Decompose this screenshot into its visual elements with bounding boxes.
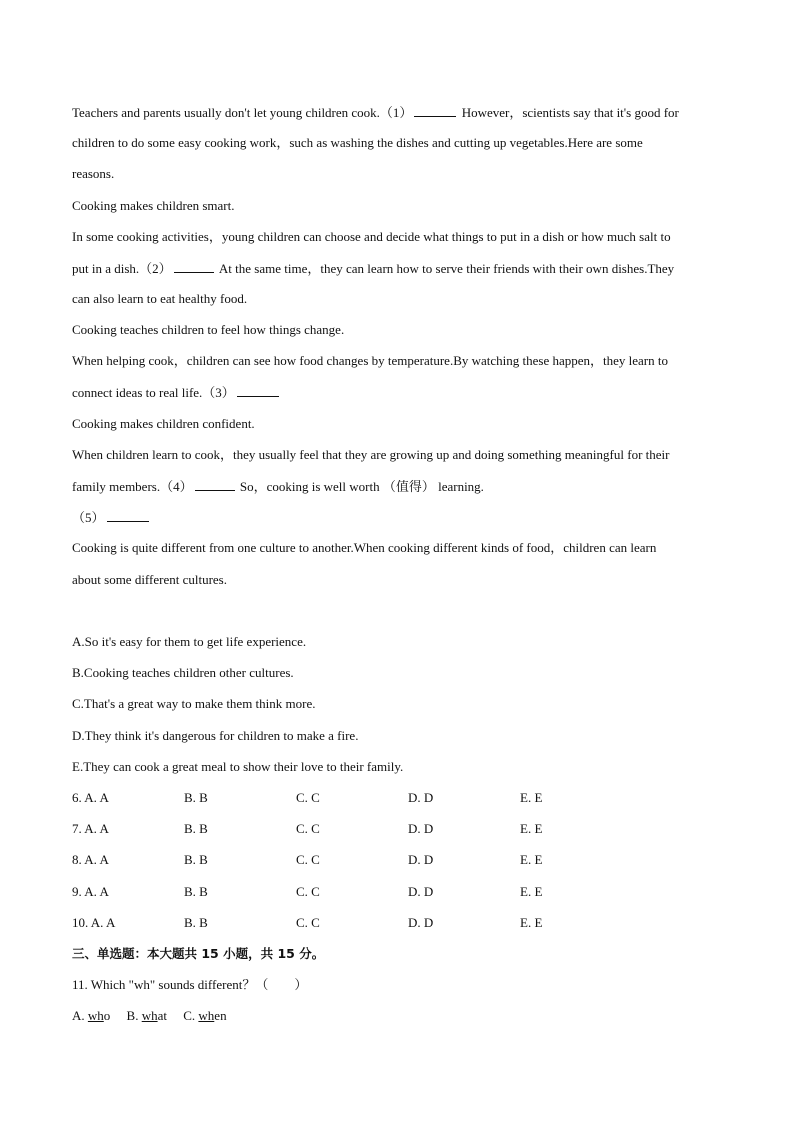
option-a[interactable]: 7. A. A bbox=[72, 821, 109, 836]
choice-option: C.That's a great way to make them think more. bbox=[72, 696, 316, 711]
underlined-letters: wh bbox=[198, 1008, 215, 1023]
option-a[interactable] bbox=[72, 1008, 110, 1023]
choice-option: E.They can cook a great meal to show their love to their family. bbox=[72, 759, 404, 774]
option-e[interactable]: E. E bbox=[520, 790, 543, 805]
passage-text: So，cooking is well worth （值得） learning. bbox=[236, 479, 484, 494]
option-e[interactable]: E. E bbox=[520, 915, 543, 930]
option-rest: o bbox=[103, 1008, 111, 1023]
passage-line: Cooking is quite different from one culture to another.When cooking different kinds of food，children can learn bbox=[72, 540, 657, 555]
passage-line bbox=[72, 104, 679, 121]
answer-blank-1[interactable] bbox=[414, 104, 456, 117]
option-b[interactable]: B. B bbox=[184, 790, 208, 805]
option-d[interactable]: D. D bbox=[408, 821, 434, 836]
passage-line: reasons. bbox=[72, 166, 115, 181]
question-11-options bbox=[72, 1008, 227, 1024]
option-b[interactable]: B. B bbox=[184, 852, 208, 867]
option-c[interactable]: C. C bbox=[296, 821, 320, 836]
option-a[interactable]: 10. A. A bbox=[72, 915, 116, 930]
option-b[interactable] bbox=[127, 1008, 167, 1023]
option-b[interactable]: B. B bbox=[184, 821, 208, 836]
option-c[interactable]: C. C bbox=[296, 884, 320, 899]
option-d[interactable]: D. D bbox=[408, 915, 434, 930]
passage-line: children to do some easy cooking work，such as washing the dishes and cutting up vegetables.Here are some bbox=[72, 135, 643, 150]
answer-row bbox=[72, 821, 692, 837]
passage-line: about some different cultures. bbox=[72, 572, 227, 587]
paragraph-heading: Cooking teaches children to feel how things change. bbox=[72, 322, 345, 337]
passage-text: family members.（4） bbox=[72, 479, 193, 494]
answer-blank-4[interactable] bbox=[195, 478, 235, 491]
option-letter: A. bbox=[72, 1008, 88, 1023]
answer-blank-5[interactable] bbox=[107, 509, 149, 522]
option-d[interactable]: D. D bbox=[408, 852, 434, 867]
answer-row bbox=[72, 884, 692, 900]
choice-option: A.So it's easy for them to get life experience. bbox=[72, 634, 307, 649]
option-b[interactable]: B. B bbox=[184, 915, 208, 930]
option-d[interactable]: D. D bbox=[408, 790, 434, 805]
option-e[interactable]: E. E bbox=[520, 852, 543, 867]
option-letter: B. bbox=[126, 1008, 142, 1023]
option-rest: at bbox=[157, 1008, 167, 1023]
option-b[interactable]: B. B bbox=[184, 884, 208, 899]
option-a[interactable]: 6. A. A bbox=[72, 790, 109, 805]
option-c[interactable]: C. C bbox=[296, 915, 320, 930]
passage-line: When helping cook，children can see how food changes by temperature.By watching these happen，they learn to bbox=[72, 353, 668, 368]
answer-row bbox=[72, 852, 692, 868]
passage-line: In some cooking activities，young children can choose and decide what things to put in a dish or how much salt to bbox=[72, 229, 671, 244]
option-a[interactable]: 8. A. A bbox=[72, 852, 109, 867]
answer-blank-3[interactable] bbox=[237, 384, 279, 397]
underlined-letters: wh bbox=[141, 1008, 158, 1023]
passage-text: Teachers and parents usually don't let young children cook.（1） bbox=[72, 105, 413, 120]
option-c[interactable] bbox=[183, 1008, 226, 1023]
option-e[interactable]: E. E bbox=[520, 821, 543, 836]
option-a[interactable]: 9. A. A bbox=[72, 884, 109, 899]
passage-line bbox=[72, 260, 674, 277]
passage-text: （5） bbox=[72, 510, 105, 525]
answer-blank-2[interactable] bbox=[174, 260, 214, 273]
option-e[interactable]: E. E bbox=[520, 884, 543, 899]
answer-row bbox=[72, 915, 692, 931]
passage-line: When children learn to cook，they usually feel that they are growing up and doing something meaningful for their bbox=[72, 447, 670, 462]
question-11: 11. Which "wh" sounds different？（ ） bbox=[72, 977, 308, 992]
underlined-letters: wh bbox=[87, 1008, 104, 1023]
paragraph-heading bbox=[72, 509, 151, 526]
paragraph-heading: Cooking makes children confident. bbox=[72, 416, 255, 431]
paragraph-heading: Cooking makes children smart. bbox=[72, 198, 235, 213]
passage-line: can also learn to eat healthy food. bbox=[72, 291, 248, 306]
passage-text: At the same time，they can learn how to serve their friends with their own dishes.They bbox=[215, 261, 675, 276]
option-c[interactable]: C. C bbox=[296, 790, 320, 805]
answer-row bbox=[72, 790, 692, 806]
passage-line bbox=[72, 384, 281, 401]
passage-line bbox=[72, 478, 484, 495]
option-d[interactable]: D. D bbox=[408, 884, 434, 899]
passage-text: connect ideas to real life.（3） bbox=[72, 385, 235, 400]
passage-text: put in a dish.（2） bbox=[72, 261, 172, 276]
passage-text: However，scientists say that it's good for bbox=[458, 105, 679, 120]
choice-option: D.They think it's dangerous for children to make a fire. bbox=[72, 728, 359, 743]
option-letter: C. bbox=[183, 1008, 199, 1023]
option-rest: en bbox=[214, 1008, 227, 1023]
option-c[interactable]: C. C bbox=[296, 852, 320, 867]
section-heading: 三、单选题：本大题共 15 小题，共 15 分。 bbox=[72, 946, 325, 961]
choice-option: B.Cooking teaches children other cultures. bbox=[72, 665, 294, 680]
